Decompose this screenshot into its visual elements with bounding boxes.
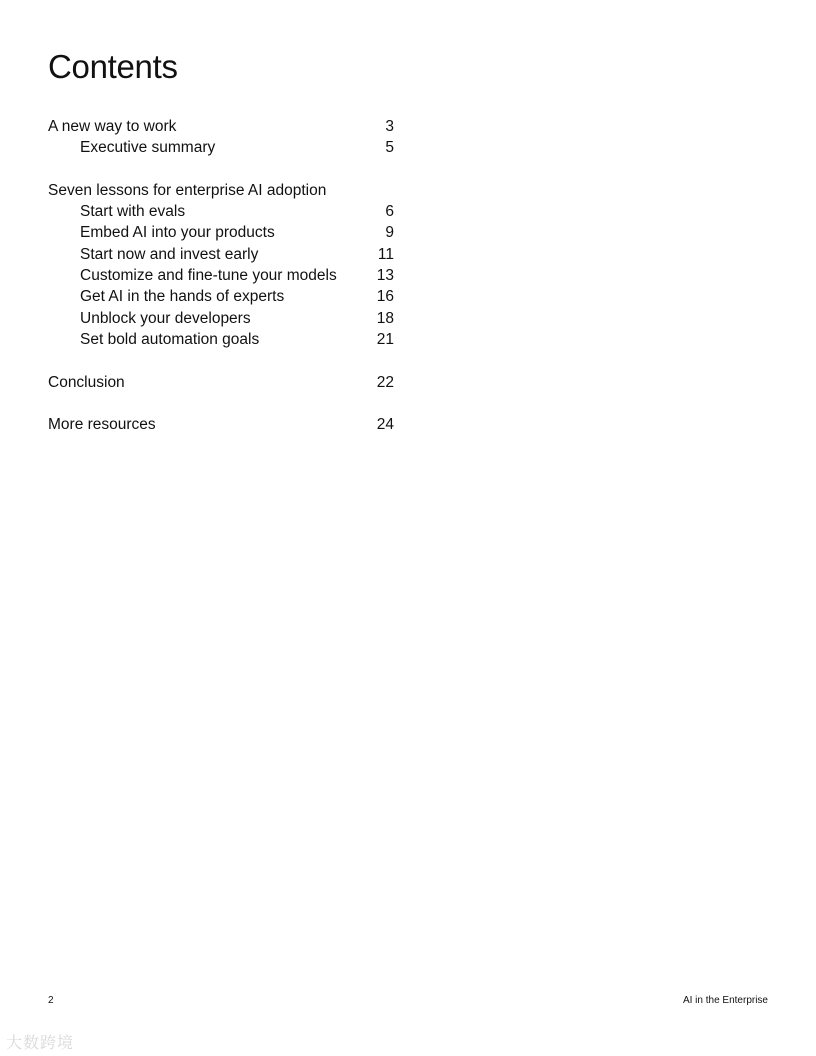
footer-doc-title: AI in the Enterprise — [682, 995, 768, 1006]
spacer — [48, 350, 394, 371]
spacer — [48, 393, 394, 414]
toc-entry-page: 3 — [385, 118, 394, 135]
toc-entry-page: 18 — [376, 309, 394, 327]
toc-entry-page: 21 — [376, 330, 394, 348]
toc-subentry[interactable] — [48, 137, 394, 158]
toc-entry-label: Executive summary — [80, 139, 216, 157]
toc-entry-page: 24 — [376, 416, 394, 434]
toc-subentry[interactable] — [48, 286, 394, 307]
toc-entry-label: Start with evals — [80, 203, 186, 221]
toc-entry-page: 9 — [385, 224, 394, 242]
table-of-contents — [48, 116, 394, 435]
toc-entry-page: 6 — [385, 203, 394, 221]
toc-entry-page: 5 — [385, 139, 394, 157]
toc-subentry[interactable] — [48, 308, 394, 329]
watermark-logo: 大数跨境 — [6, 1035, 75, 1052]
toc-entry-label: Get AI in the hands of experts — [80, 288, 285, 306]
toc-entry[interactable] — [48, 372, 394, 393]
toc-subentry[interactable] — [48, 201, 394, 222]
toc-entry-page: 13 — [376, 267, 394, 285]
toc-entry-page: 16 — [376, 288, 394, 306]
toc-subentry[interactable] — [48, 265, 394, 286]
toc-entry-page: 22 — [376, 373, 394, 391]
toc-entry[interactable] — [48, 414, 394, 435]
toc-entry-label: A new way to work — [48, 118, 177, 135]
footer-page-number: 2 — [48, 995, 54, 1006]
spacer — [48, 159, 394, 180]
toc-entry-label: More resources — [48, 416, 156, 434]
toc-entry-label: Embed AI into your products — [80, 224, 275, 242]
toc-entry-label: Unblock your developers — [80, 309, 251, 327]
toc-subentry[interactable] — [48, 244, 394, 265]
toc-entry[interactable] — [48, 180, 394, 201]
toc-entry-label: Set bold automation goals — [80, 330, 260, 348]
toc-entry-page: 11 — [377, 245, 394, 263]
toc-entry[interactable] — [48, 116, 394, 137]
toc-subentry[interactable] — [48, 222, 394, 243]
page-title: Contents — [48, 48, 178, 85]
toc-entry-label: Start now and invest early — [80, 245, 259, 263]
toc-entry-label: Conclusion — [48, 373, 125, 391]
toc-entry-label: Seven lessons for enterprise AI adoption — [48, 181, 327, 199]
toc-entry-label: Customize and fine-tune your models — [80, 267, 337, 285]
toc-subentry[interactable] — [48, 329, 394, 350]
